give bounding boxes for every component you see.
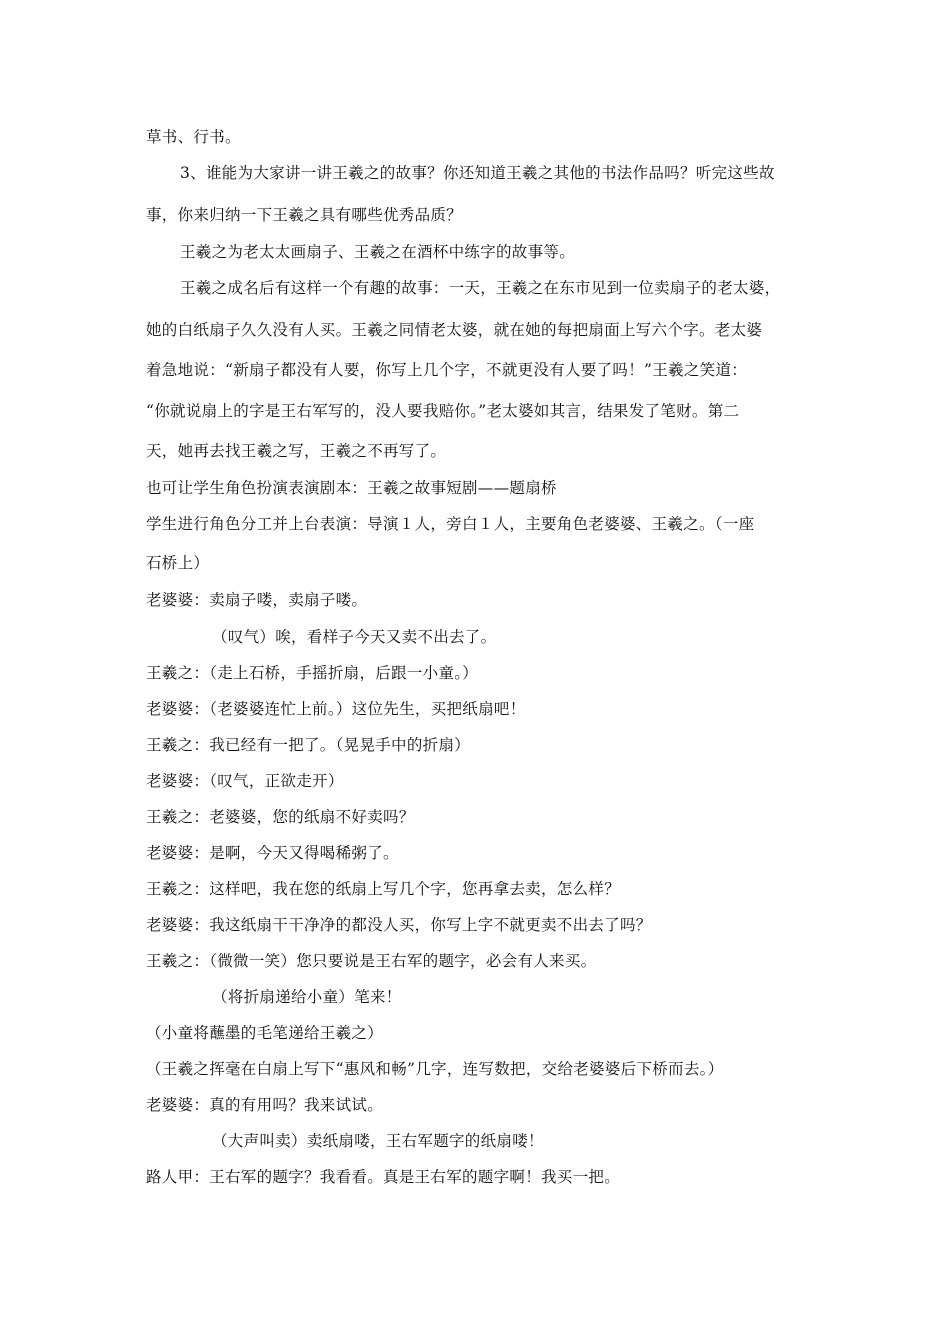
text-line: “你就说扇上的字是王右军写的，没人要我赔你。”老太婆如其言，结果发了笔财。第二: [146, 402, 740, 420]
text-line: 天，她再去找王羲之写，王羲之不再写了。: [146, 442, 447, 460]
text-line: 事，你来归纳一下王羲之具有哪些优秀品质？: [146, 206, 463, 224]
stage-direction: （王羲之挥毫在白扇上写下“惠风和畅”几字，连写数把，交给老婆婆后下桥而去。）: [146, 1060, 724, 1078]
script-title-line: 也可让学生角色扮演表演剧本：王羲之故事短剧——题扇桥: [146, 479, 557, 497]
dialogue-line: 王羲之：我已经有一把了。（晃晃手中的折扇）: [146, 736, 471, 754]
dialogue-line: 老婆婆：（老婆婆连忙上前。）这位先生，买把纸扇吧！: [146, 700, 526, 718]
dialogue-line: 王羲之：这样吧，我在您的纸扇上写几个字，您再拿去卖，怎么样？: [146, 880, 621, 898]
dialogue-line: 老婆婆：我这纸扇干干净净的都没人买，你写上字不就更卖不出去了吗？: [146, 916, 652, 934]
dialogue-continuation: （将折扇递给小童）笔来！: [212, 988, 402, 1006]
text-line: 草书、行书。: [146, 128, 241, 146]
dialogue-line: 老婆婆：卖扇子喽，卖扇子喽。: [146, 591, 368, 609]
question-paragraph: 3、谁能为大家讲一讲王羲之的故事？你还知道王羲之其他的书法作品吗？听完这些故: [180, 164, 775, 182]
dialogue-line: 王羲之：（走上石桥，手摇折扇，后跟一小童。）: [146, 664, 479, 682]
text-line: 石桥上）: [146, 554, 210, 572]
dialogue-line: 王羲之：（微微一笑）您只要说是王右军的题字，必会有人来买。: [146, 952, 597, 970]
answer-paragraph: 王羲之为老太太画扇子、王羲之在酒杯中练字的故事等。: [180, 243, 576, 261]
dialogue-line: 老婆婆：（叹气，正欲走开）: [146, 772, 344, 790]
text-line: 学生进行角色分工并上台表演：导演１人，旁白１人，主要角色老婆婆、王羲之。（一座: [146, 515, 755, 533]
dialogue-line: 路人甲：王右军的题字？我看看。真是王右军的题字啊！我买一把。: [146, 1168, 621, 1186]
story-paragraph: 王羲之成名后有这样一个有趣的故事：一天，王羲之在东市见到一位卖扇子的老太婆，: [180, 279, 781, 297]
dialogue-line: 老婆婆：是啊，今天又得喝稀粥了。: [146, 844, 399, 862]
dialogue-line: 老婆婆：真的有用吗？我来试试。: [146, 1096, 384, 1114]
dialogue-continuation: （大声叫卖）卖纸扇喽，王右军题字的纸扇喽！: [212, 1132, 544, 1150]
text-line: 她的白纸扇子久久没有人买。王羲之同情老太婆，就在她的每把扇面上写六个字。老太婆: [146, 321, 763, 339]
stage-direction: （小童将蘸墨的毛笔递给王羲之）: [146, 1024, 384, 1042]
dialogue-continuation: （叹气）唉，看样子今天又卖不出去了。: [212, 628, 497, 646]
text-line: 着急地说：“新扇子都没有人要，你写上几个字，不就更没有人要了吗！”王羲之笑道：: [146, 361, 748, 379]
dialogue-line: 王羲之：老婆婆，您的纸扇不好卖吗？: [146, 808, 415, 826]
